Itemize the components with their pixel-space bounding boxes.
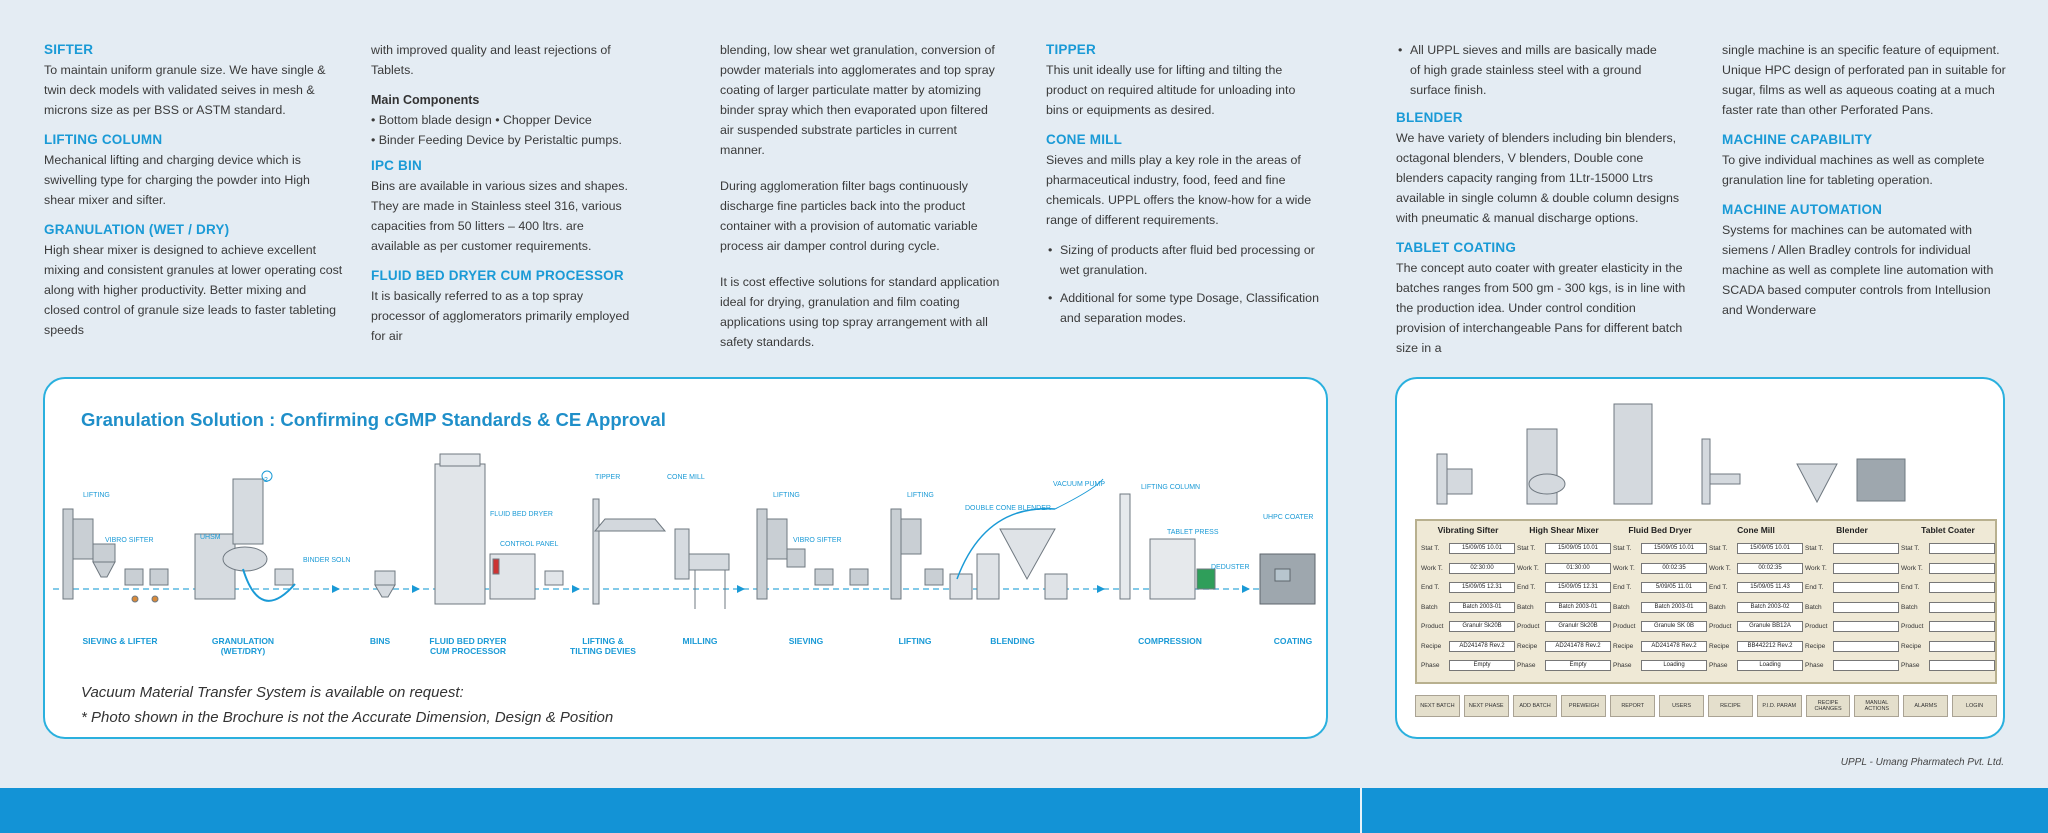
- blender-thumb: [1797, 464, 1837, 502]
- granulation-cont-text: with improved quality and least rejections of Tablets.: [371, 43, 611, 77]
- hmi-column: [1613, 525, 1707, 676]
- fbd-cont-text-2: During agglomeration filter bags continuously discharge fine particles back into the product container with a provision of automatic variable process air damper control during cycle.: [720, 179, 978, 253]
- process-panel-title: Granulation Solution : Confirming cGMP Standards & CE Approval: [81, 409, 666, 430]
- vibrating-sifter-thumb: [1437, 454, 1447, 504]
- tag-fluid-bed-dryer: FLUID BED DRYER: [490, 511, 553, 518]
- hmi-row-label: Work T.: [1421, 564, 1443, 572]
- hmi-row: [1613, 637, 1707, 657]
- cone-mill-bullet-2: • Additional for some type Dosage, Classification and separation modes.: [1046, 288, 1321, 328]
- main-components-item-2: • Binder Feeding Device by Peristaltic pumps.: [371, 133, 622, 147]
- hmi-row-label: Recipe: [1805, 642, 1826, 650]
- hmi-row-label: Phase: [1421, 662, 1440, 670]
- hmi-value-field[interactable]: 15/09/05 12.31: [1449, 582, 1515, 593]
- stage-label: MILLING: [682, 636, 718, 646]
- hmi-row: [1613, 559, 1707, 579]
- hmi-row-label: Phase: [1901, 662, 1920, 670]
- sifter-lifter-machine: [63, 509, 168, 602]
- hmi-row: [1517, 617, 1611, 637]
- hmi-row-label: Product: [1421, 623, 1444, 631]
- hmi-value-field[interactable]: [1929, 641, 1995, 652]
- tipper-heading: TIPPER: [1046, 42, 1096, 57]
- footer-bar: [0, 788, 2048, 833]
- hmi-row: [1613, 656, 1707, 676]
- hmi-row-label: Product: [1901, 623, 1924, 631]
- hmi-column: [1805, 525, 1899, 676]
- hmi-button[interactable]: REPORT: [1610, 695, 1655, 717]
- cone-mill-text: Sieves and mills play a key role in the areas of pharmaceutical industry, food, feed and fine chemicals. UPPL offers the know-how for a wide range of different requirements.: [1046, 153, 1312, 227]
- hmi-value-field[interactable]: 00:02:35: [1641, 563, 1707, 574]
- hmi-button-bar: [1415, 695, 1997, 717]
- hmi-column: [1901, 525, 1995, 676]
- hmi-row-label: Work T.: [1613, 564, 1635, 572]
- stage-label: LIFTING & TILTING DEVIES: [570, 636, 636, 656]
- hmi-button[interactable]: NEXT BATCH: [1415, 695, 1460, 717]
- hmi-button[interactable]: RECIPE CHANGES: [1806, 695, 1851, 717]
- hmi-value-field[interactable]: 15/09/05 12.31: [1545, 582, 1611, 593]
- hmi-row: [1613, 578, 1707, 598]
- hmi-row: [1517, 656, 1611, 676]
- tag-tablet-press: TABLET PRESS: [1167, 529, 1219, 536]
- hmi-value-field[interactable]: 00:02:35: [1737, 563, 1803, 574]
- hmi-row-label: Batch: [1421, 603, 1438, 611]
- text-column-1: [44, 40, 344, 350]
- ipc-bin-heading: IPC BIN: [371, 158, 422, 173]
- hmi-row-label: Recipe: [1709, 642, 1730, 650]
- hmi-row: [1517, 539, 1611, 559]
- hmi-value-field[interactable]: 15/09/05 10.01: [1449, 543, 1515, 554]
- stage-label: SIEVING: [788, 636, 824, 646]
- tag-binder-soln: BINDER SOLN: [303, 557, 351, 564]
- hmi-row-label: End T.: [1421, 584, 1440, 592]
- hmi-row-label: Stat T.: [1805, 545, 1824, 553]
- text-column-3: [720, 40, 1005, 362]
- cone-mill-heading: CONE MILL: [1046, 132, 1123, 147]
- hmi-screen: [1415, 519, 1997, 684]
- hmi-row: [1517, 559, 1611, 579]
- hmi-row-label: End T.: [1805, 584, 1824, 592]
- text-column-2: [371, 40, 641, 356]
- hmi-row: [1517, 598, 1611, 618]
- tag-deduster: DEDUSTER: [1211, 564, 1250, 571]
- tag-lifting-3: LIFTING: [907, 492, 934, 499]
- machine-automation-heading: MACHINE AUTOMATION: [1722, 202, 1883, 217]
- ipc-bin-machine: [375, 571, 395, 597]
- sieving-machine: [757, 509, 868, 599]
- hmi-value-field[interactable]: Loading: [1641, 660, 1707, 671]
- hmi-row: [1421, 539, 1515, 559]
- hmi-column-title: Tablet Coater: [1921, 525, 1975, 535]
- hmi-row-label: Recipe: [1517, 642, 1538, 650]
- hmi-row-label: End T.: [1613, 584, 1632, 592]
- uhpc-coater-machine: [1260, 554, 1315, 604]
- hmi-row-label: Batch: [1709, 603, 1726, 611]
- hmi-column-title: Fluid Bed Dryer: [1628, 525, 1692, 535]
- hmi-value-field[interactable]: Batch 2003-01: [1449, 602, 1515, 613]
- hmi-row: [1709, 656, 1803, 676]
- hmi-value-field[interactable]: [1833, 543, 1899, 554]
- tag-lifting-1: LIFTING: [83, 492, 110, 499]
- hmi-row-label: Work T.: [1901, 564, 1923, 572]
- tag-uhpc-coater: UHPC COATER: [1263, 514, 1314, 521]
- fbd-cont-text-1: blending, low shear wet granulation, conversion of powder materials into agglomerates and top spray coating of larger particulate matter by atomizing binder spray which then evaporated upon filtered air suspended substrate particles in current manner.: [720, 43, 995, 157]
- sifter-text: To maintain uniform granule size. We have single & twin deck models with validated seives in mesh & microns size as per BSS or ASTM standard.: [44, 63, 326, 117]
- hmi-button[interactable]: USERS: [1659, 695, 1704, 717]
- stage-label: BINS: [369, 636, 391, 646]
- photo-disclaimer: * Photo shown in the Brochure is not the Accurate Dimension, Design & Position: [81, 709, 614, 726]
- double-cone-blender-machine: [950, 479, 1103, 599]
- hmi-value-field[interactable]: Granule SK 0B: [1641, 621, 1707, 632]
- hmi-row-label: Work T.: [1517, 564, 1539, 572]
- hmi-row: [1709, 539, 1803, 559]
- hmi-column: [1517, 525, 1611, 676]
- hmi-row-label: Phase: [1613, 662, 1632, 670]
- hmi-row-label: Stat T.: [1613, 545, 1632, 553]
- blender-text: We have variety of blenders including bin blenders, octagonal blenders, V blenders, Double cone blenders capacity ranging from 1Ltr-15000 Ltrs available in single column & double column designs with pneumatic & manual discharge options.: [1396, 131, 1680, 225]
- tablet-coater-thumb: [1857, 459, 1905, 501]
- hmi-button[interactable]: RECIPE: [1708, 695, 1753, 717]
- hmi-row-label: Work T.: [1805, 564, 1827, 572]
- hmi-value-field[interactable]: [1833, 641, 1899, 652]
- hmi-row: [1805, 598, 1899, 618]
- fbd-cont-text-3: It is cost effective solutions for standard application ideal for drying, granulation and film coating applications using top spray arrangement with all safety standards.: [720, 275, 1000, 349]
- hmi-row: [1613, 539, 1707, 559]
- machine-capability-heading: MACHINE CAPABILITY: [1722, 132, 1873, 147]
- tag-cone-mill: CONE MILL: [667, 474, 705, 481]
- hmi-value-field[interactable]: [1929, 660, 1995, 671]
- tag-double-cone-blender: DOUBLE CONE BLENDER: [965, 505, 1051, 512]
- hmi-value-field[interactable]: 02:30:00: [1449, 563, 1515, 574]
- hmi-row-label: Phase: [1709, 662, 1728, 670]
- hmi-row-label: Product: [1613, 623, 1636, 631]
- hmi-row-label: Batch: [1805, 603, 1822, 611]
- ipc-bin-text: Bins are available in various sizes and shapes. They are made in Stainless steel 316, various capacities from 50 litters – 400 ltrs. are available as per customer requirements.: [371, 179, 628, 253]
- hmi-value-field[interactable]: Batch 2003-01: [1641, 602, 1707, 613]
- hmi-button[interactable]: ADD BATCH: [1513, 695, 1558, 717]
- hmi-value-field[interactable]: 15/09/05 11.43: [1737, 582, 1803, 593]
- fbd-heading: FLUID BED DRYER CUM PROCESSOR: [371, 268, 624, 283]
- lifting-column-text: Mechanical lifting and charging device which is swivelling type for charging the powder into High shear mixer and sifter.: [44, 153, 310, 207]
- hmi-row-label: Recipe: [1613, 642, 1634, 650]
- hmi-value-field[interactable]: [1929, 582, 1995, 593]
- hmi-value-field[interactable]: Batch 2003-02: [1737, 602, 1803, 613]
- hmi-row: [1709, 637, 1803, 657]
- hmi-value-field[interactable]: AD241478 Rev.2: [1449, 641, 1515, 652]
- hmi-value-field[interactable]: Granulr Sk20B: [1545, 621, 1611, 632]
- main-components-heading: Main Components: [371, 93, 480, 107]
- hmi-value-field[interactable]: 15/09/05 10.01: [1737, 543, 1803, 554]
- hmi-row: [1901, 598, 1995, 618]
- hmi-row-label: Work T.: [1709, 564, 1731, 572]
- hmi-value-field[interactable]: AD241478 Rev.2: [1545, 641, 1611, 652]
- cone-mill-thumb: [1702, 439, 1710, 504]
- hmi-column: [1421, 525, 1515, 676]
- hmi-row: [1805, 559, 1899, 579]
- tag-step-2: 2: [264, 477, 268, 484]
- hmi-row-label: Stat T.: [1421, 545, 1440, 553]
- stage-label: BLENDING: [990, 636, 1035, 646]
- hmi-machine-illustrations: [1402, 384, 2002, 514]
- hmi-row: [1517, 637, 1611, 657]
- sifter-heading: SIFTER: [44, 42, 94, 57]
- fluid-bed-dryer-thumb: [1614, 404, 1652, 504]
- tablet-coating-text: The concept auto coater with greater elasticity in the batches ranges from 500 gm - 300 kgs, is in line with the production idea. Under control condition provision of interchangeable Pans for different batch size in a: [1396, 261, 1686, 355]
- hmi-row: [1421, 637, 1515, 657]
- hmi-value-field[interactable]: 01:30:00: [1545, 563, 1611, 574]
- hmi-row-label: Stat T.: [1709, 545, 1728, 553]
- tablet-coating-cont-text: single machine is an specific feature of equipment. Unique HPC design of perforated pan in suitable for sugar, films as well as aqueous coating at a much faster rate than other Perforated Pans.: [1722, 43, 2006, 117]
- hmi-row: [1709, 617, 1803, 637]
- brand-footer-text: UPPL - Umang Pharmatech Pvt. Ltd.: [1840, 757, 2004, 768]
- hmi-row-label: Stat T.: [1517, 545, 1536, 553]
- hmi-row-label: Batch: [1517, 603, 1534, 611]
- sieves-bullet: • All UPPL sieves and mills are basically made of high grade stainless steel with a ground surface finish.: [1396, 40, 1666, 100]
- hmi-row: [1421, 559, 1515, 579]
- hmi-row: [1709, 578, 1803, 598]
- hmi-value-field[interactable]: Empty: [1545, 660, 1611, 671]
- tag-vacuum-pump: VACUUM PUMP: [1053, 481, 1105, 488]
- stage-label: SIEVING & LIFTER: [82, 636, 158, 646]
- footer-separator: [1360, 788, 1362, 833]
- hmi-button[interactable]: MANUAL ACTIONS: [1854, 695, 1899, 717]
- tag-uhsm: UHSM: [200, 534, 221, 541]
- hmi-row: [1517, 578, 1611, 598]
- stage-label: COATING: [1273, 636, 1313, 646]
- hmi-row: [1421, 617, 1515, 637]
- granulation-heading: GRANULATION (WET / DRY): [44, 222, 230, 237]
- cone-mill-bullet-1: • Sizing of products after fluid bed processing or wet granulation.: [1046, 240, 1321, 280]
- process-line-panel: [43, 377, 1328, 739]
- hmi-row-label: Phase: [1805, 662, 1824, 670]
- hmi-column-title: High Shear Mixer: [1529, 525, 1599, 535]
- hmi-row: [1805, 637, 1899, 657]
- main-components-item-1: • Bottom blade design • Chopper Device: [371, 113, 592, 127]
- hmi-row-label: End T.: [1709, 584, 1728, 592]
- hmi-value-field[interactable]: [1833, 602, 1899, 613]
- hmi-button[interactable]: PREWEIGH: [1561, 695, 1606, 717]
- tablet-press-machine: [1120, 494, 1215, 599]
- lifting-machine: [891, 509, 943, 599]
- tipper-text: This unit ideally use for lifting and tilting the product on required altitude for unloading into bins or equipments as desired.: [1046, 63, 1296, 117]
- tag-vibro-sifter-1: VIBRO SIFTER: [105, 537, 154, 544]
- hmi-value-field[interactable]: [1833, 621, 1899, 632]
- hmi-row: [1805, 617, 1899, 637]
- hmi-row: [1901, 617, 1995, 637]
- tablet-coating-heading: TABLET COATING: [1396, 240, 1517, 255]
- hmi-row: [1901, 637, 1995, 657]
- hmi-value-field[interactable]: [1929, 621, 1995, 632]
- hmi-row-label: Batch: [1901, 603, 1918, 611]
- hmi-button[interactable]: ALARMS: [1903, 695, 1948, 717]
- hmi-value-field[interactable]: AD241478 Rev.2: [1641, 641, 1707, 652]
- lifting-column-heading: LIFTING COLUMN: [44, 132, 163, 147]
- hmi-panel: [1395, 377, 2005, 739]
- hmi-value-field[interactable]: [1833, 660, 1899, 671]
- hmi-row: [1421, 598, 1515, 618]
- hmi-row: [1805, 656, 1899, 676]
- hmi-row: [1805, 578, 1899, 598]
- machine-capability-text: To give individual machines as well as complete granulation line for tableting operation.: [1722, 153, 1985, 187]
- stage-label: FLUID BED DRYER CUM PROCESSOR: [429, 636, 507, 656]
- hmi-value-field[interactable]: [1929, 602, 1995, 613]
- hmi-value-field[interactable]: [1929, 563, 1995, 574]
- hmi-row-label: Recipe: [1901, 642, 1922, 650]
- hmi-value-field[interactable]: [1929, 543, 1995, 554]
- hmi-column: [1709, 525, 1803, 676]
- tag-tipper: TIPPER: [595, 474, 621, 481]
- hmi-row-label: Product: [1709, 623, 1732, 631]
- hmi-value-field[interactable]: Granulr Sk20B: [1449, 621, 1515, 632]
- hmi-row: [1901, 559, 1995, 579]
- hmi-column-title: Vibrating Sifter: [1437, 525, 1499, 535]
- hmi-row-label: End T.: [1517, 584, 1536, 592]
- hmi-row-label: End T.: [1901, 584, 1920, 592]
- hmi-row: [1709, 559, 1803, 579]
- hmi-row: [1613, 598, 1707, 618]
- hmi-row-label: Product: [1517, 623, 1540, 631]
- text-column-4: [1046, 40, 1326, 336]
- fluid-bed-dryer-machine: [435, 454, 563, 604]
- hmi-column-title: Cone Mill: [1737, 525, 1775, 535]
- hmi-button[interactable]: NEXT PHASE: [1464, 695, 1509, 717]
- hmi-value-field[interactable]: 15/09/05 10.01: [1545, 543, 1611, 554]
- hmi-value-field[interactable]: Empty: [1449, 660, 1515, 671]
- stage-label: LIFTING: [898, 636, 932, 646]
- hmi-button[interactable]: P.I.D. PARAM: [1757, 695, 1802, 717]
- hmi-row-label: Recipe: [1421, 642, 1442, 650]
- hmi-value-field[interactable]: BB442212 Rev.2: [1737, 641, 1803, 652]
- tag-lifting-column: LIFTING COLUMN: [1141, 484, 1201, 491]
- hmi-row: [1805, 539, 1899, 559]
- hmi-row: [1901, 578, 1995, 598]
- hmi-value-field[interactable]: 15/09/05 10.01: [1641, 543, 1707, 554]
- text-column-6: [1722, 40, 2012, 330]
- hmi-column-title: Blender: [1836, 525, 1868, 535]
- blender-heading: BLENDER: [1396, 110, 1463, 125]
- hmi-row-label: Stat T.: [1901, 545, 1920, 553]
- machine-automation-text: Systems for machines can be automated with siemens / Allen Bradley controls for individual machine as well as complete line automation with SCADA based computer controls from Intellusion and Wonderware: [1722, 223, 1994, 317]
- hmi-value-field[interactable]: Granule BB12A: [1737, 621, 1803, 632]
- hmi-row-label: Batch: [1613, 603, 1630, 611]
- hmi-button[interactable]: LOGIN: [1952, 695, 1997, 717]
- hmi-row-label: Product: [1805, 623, 1828, 631]
- tag-lifting-2: LIFTING: [773, 492, 800, 499]
- hmi-value-field[interactable]: Batch 2003-01: [1545, 602, 1611, 613]
- hmi-value-field[interactable]: [1833, 563, 1899, 574]
- hmi-value-field[interactable]: [1833, 582, 1899, 593]
- vacuum-note: Vacuum Material Transfer System is available on request:: [81, 684, 464, 701]
- hmi-row: [1613, 617, 1707, 637]
- hmi-row: [1421, 656, 1515, 676]
- tag-control-panel: CONTROL PANEL: [500, 541, 559, 548]
- cone-mill-machine: [675, 529, 729, 609]
- tag-vibro-sifter-2: VIBRO SIFTER: [793, 537, 842, 544]
- hmi-row: [1901, 656, 1995, 676]
- stage-label: COMPRESSION: [1138, 636, 1202, 646]
- fbd-text: It is basically referred to as a top spray processor of agglomerators primarily employed for air: [371, 289, 630, 343]
- hmi-row: [1709, 598, 1803, 618]
- hmi-value-field[interactable]: 5/09/05 11.01: [1641, 582, 1707, 593]
- hmi-row: [1421, 578, 1515, 598]
- text-column-5: [1396, 40, 1686, 368]
- hmi-row-label: Phase: [1517, 662, 1536, 670]
- stage-label: GRANULATION (WET/DRY): [211, 636, 275, 656]
- hmi-row: [1901, 539, 1995, 559]
- hmi-value-field[interactable]: Loading: [1737, 660, 1803, 671]
- granulation-text: High shear mixer is designed to achieve excellent mixing and consistent granules at lower operating cost along with higher productivity. Better mixing and closed control of granule size leads to faster tableting speeds: [44, 243, 343, 337]
